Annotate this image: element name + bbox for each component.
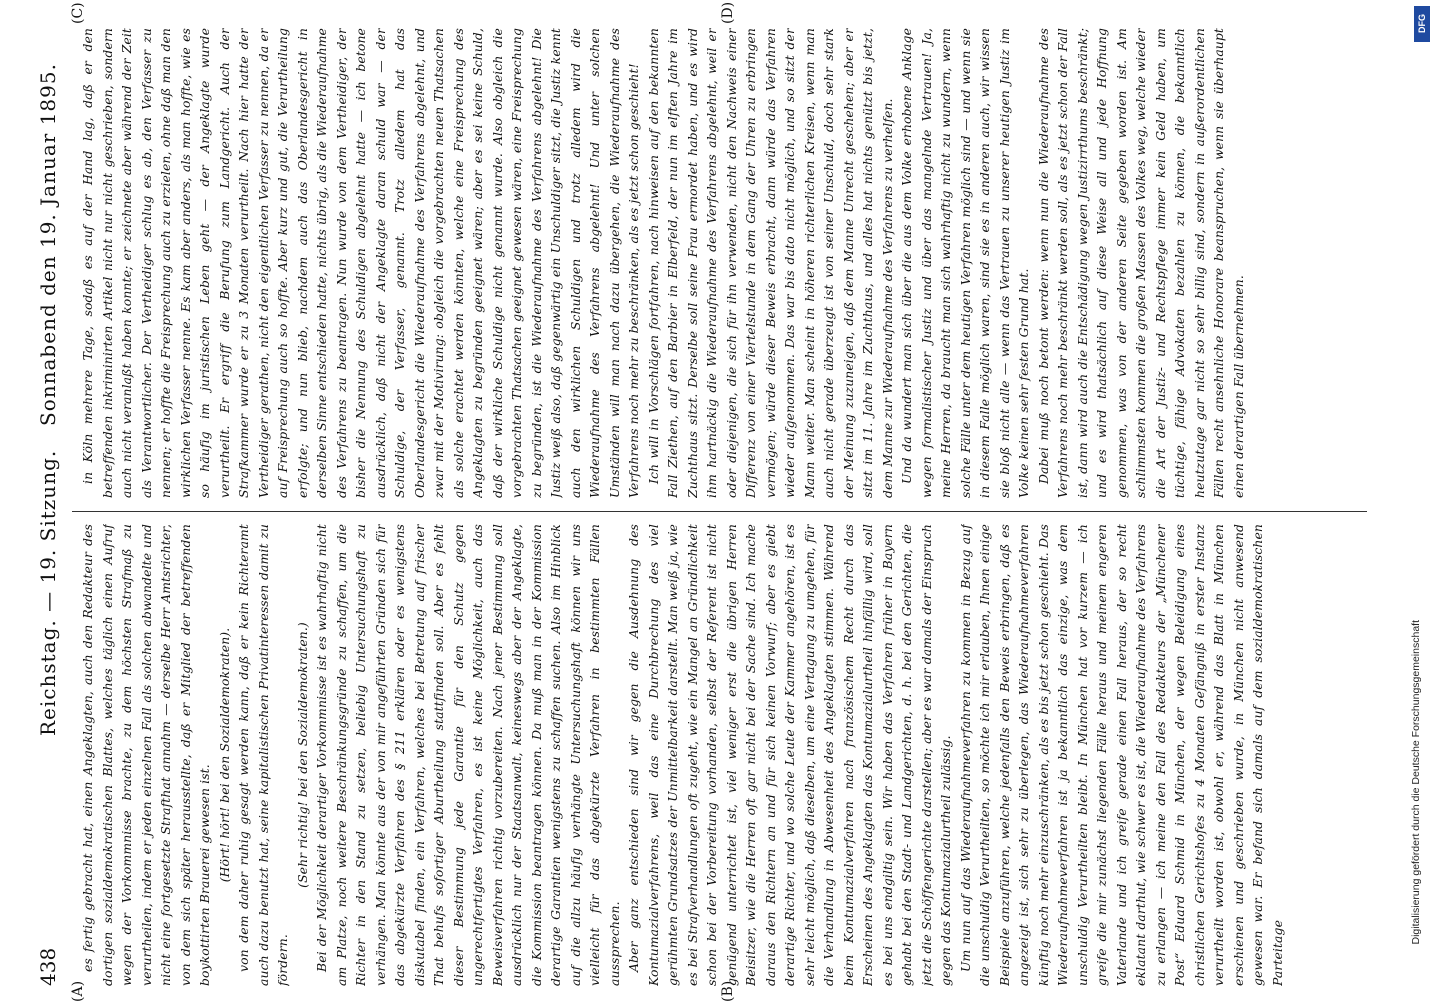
left-column	[78, 524, 1368, 986]
interjection: (Hört! hört! bei den Sozialdemokraten).	[216, 627, 232, 883]
paragraph: in Köln mehrere Tage, sodaß es auf der Hand lag, daß er den betreffenden inkriminirten Artikel nicht nur nicht geschrieben, sondern auch nicht veranlaßt haben konnte; er zeichnete aber während der Zeit als Verantwortlicher. Der Vertheidiger schlug es ab, den Verfasser zu nennen; er hoffte die Freisprechung auch zu erzielen, ohne daß man den wirklichen Verfasser nenne. Es kam aber anders, als man hoffte, wie es so häufig im juristischen Leben geht — der Angeklagte wurde verurtheilt. Er ergriff die Berufung zum Landgericht. Auch der Strafkammer wurde er zu 3 Monaten verurtheilt. Nach hier hatte der Vertheidiger gerathen, nicht den eigentlichen Verfasser zu nennen, da er auf Freisprechung auch so hoffte. Aber kurz und gut, die Verurtheilung erfolgte; und nun blieb, nachdem auch das Oberlandesgericht in derselben Sinne entschieden hatte, nichts übrig, als die Wiederaufnahme des Verfahrens zu beantragen. Nun wurde von dem Vertheidiger, der bisher die Nennung des Schuldigen abgelehnt hatte — ich betone ausdrücklich, daß nicht der Angeklagte daran schuld war — der Schuldige, der Verfasser, genannt. Trotz alledem hat das Oberlandesgericht die Wiederaufnahme des Verfahrens abgelehnt, und zwar mit der Motivirung: obgleich die vorgebrachten neuen Thatsachen als solche erachtet werden könnten, welche eine Freisprechung des Angeklagten zu begründen geeignet wären; aber es sei keine Schuld, daß der wirkliche Schuldige nicht genannt wurde. Also obgleich die vorgebrachten Thatsachen geeignet gewesen wären, eine Freisprechung zu begründen, ist die Wiederaufnahme des Verfahrens abgelehnt! Die Justiz weiß also, daß gegenwärtig ein Unschuldiger sitzt, die Justiz kennt auch den wirklichen Schuldigen und trotz alledem wird die Wiederaufnahme des Verfahrens abgelehnt! Und unter solchen Umständen will man nach dazu übergehen, die Wiederaufnahme des Verfahrens noch mehr zu beschränken, als es jetzt schon geschieht!	[80, 28, 641, 498]
header-date: Sonnabend den 19. Januar 1895.	[36, 63, 60, 426]
page-header	[36, 14, 66, 986]
interjection: (Sehr richtig! bei den Sozialdemokraten.)	[294, 622, 310, 888]
paragraph: es fertig gebracht hat, einen Angeklagten, auch den Redakteur des dortigen sozialdemokratischen Blattes, welches täglich einen Aufruf wegen der Vorkommnisse brachte, zu dem höchsten Strafmaß zu verurtheilen, indem er jeden einzelnen Fall als solchen abwandelte und nicht eine fortgesetzte Strafthat annahm — derselbe Herr Amtsrichter, von dem sich später herausstellte, daß er Mitglied der betreffenden boykottirten Brauerei gewesen ist.	[80, 524, 212, 986]
marker-c: (C)	[70, 2, 86, 24]
marker-a: (A)	[70, 980, 86, 1002]
column-divider	[72, 511, 1367, 512]
paragraph: Bei der Möglichkeit derartiger Vorkommnisse ist es wahrhaftig nicht am Platze, noch weitere Beschränkungsgründe zu schaffen, um die Richter in den Stand zu setzen, beliebig Untersuchungshaft zu verhängen. Man könnte aus der von mir angeführten Gründen sich für das abgekürzte Verfahren des § 211 erklären oder es wenigstens diskutabel finden, ein Verfahren, welches bei Betretung auf frischer That behufs sofortiger Aburtheilung stattfinden soll. Aber es fehlt dieser Bestimmung jede Garantie für den Schutz gegen ungerechtfertigtes Verfahren, es ist keine Möglichkeit, auch das Beweisverfahren richtig vorzubereiten. Nach jener Bestimmung soll ausdrücklich nur der Staatsanwalt, keineswegs aber der Angeklagte, die Kommission beantragen können. Da muß man in der Kommission derartige Garantien wenigstens zu schaffen suchen. Also im Hinblick auf die allzu häufig verhängte Untersuchungshaft können wir uns vielleicht für das abgekürzte Verfahren in bestimmten Fällen aussprechen.	[314, 524, 622, 986]
page-number: 438	[36, 947, 60, 986]
paragraph: Und da wundert man sich über die aus dem Volke erhobene Anklage wegen formalistischer Justiz und über das mangelnde Vertrauen! Ja, meine Herren, da braucht man sich wahrhaftig nicht zu wundern, wenn solche Fälle unter dem heutigen Verfahren möglich sind — und wenn sie in diesem Falle möglich waren, sind sie es in anderen auch, wir wissen sie bloß nicht alle — wenn das Vertrauen zu unserer heutigen Justiz im Volke keinen sehr festen Grund hat.	[899, 28, 1031, 498]
paragraph: von dem daher ruhig gesagt werden kann, daß er kein Richteramt auch dazu benutzt hat, seine kapitalistischen Privatinteressen damit zu fördern.	[236, 524, 290, 986]
right-column	[78, 28, 1368, 498]
marker-b: (B)	[720, 980, 736, 1002]
paragraph: Um nun auf das Wiederaufnahmeverfahren zu kommen in Bezug auf die unschuldig Verurtheilten, so möchte ich mir erlauben, Ihnen einige Beispiele anzuführen, welche jedenfalls den Beweis erbringen, daß es angezeigt ist, sich sehr zu überlegen, das Wiederaufnahmeverfahren künftig noch mehr einzuschränken, als es bis jetzt schon geschieht. Das Wiederaufnahmeverfahren ist ja bekanntlich das einzige, was dem unschuldig Verurtheilten bleibt. In München hat vor kurzem — ich greife die mir zunächst liegenden Fälle heraus und meinem engeren Vaterlande und ich greife gerade einen Fall heraus, der so recht eklatant darthut, wie schwer es ist, die Wiederaufnahme des Verfahrens zu erlangen — ich meine den Fall des Redakteurs der „Münchener Post“ Eduard Schmid in München, der wegen Beleidigung eines christlichen Gerichtshofes zu 4 Monaten Gefängniß in erster Instanz verurtheilt worden ist, obwohl er, während das Blatt in München erschienen und geschrieben wurde, in München nicht anwesend gewesen war. Er befand sich damals auf dem sozialdemokratischen Parteitage	[957, 524, 1285, 986]
digitization-note-text: Digitalisierung gefördert durch die Deutsche Forschungsgemeinschaft	[1410, 620, 1422, 945]
header-session-title: Reichstag. — 19. Sitzung.	[36, 449, 60, 736]
marker-d: (D)	[720, 1, 736, 24]
dfg-logo: DFG	[1414, 6, 1430, 42]
paragraph: Aber ganz entschieden sind wir gegen die Ausdehnung des Kontumazialverfahrens, weil das eine Durchbrechung des viel gerühmten Grundsatzes der Unmittelbarkeit darstellt. Man weiß ja, wie es bei Strafverhandlungen oft zugeht, wie ein Mangel an Gründlichkeit schon bei der Vorbereitung vorhanden, selbst der Referent ist nicht genügend unterrichtet ist, viel weniger erst die übrigen Herren Beisitzer, wie die Herren oft gar nicht bei der Sache sind. Ich mache daraus den Richtern an und für sich keinen Vorwurf; aber es giebt derartige Richter, und wo solche Leute der Kammer angehören, ist es sehr leicht möglich, daß dieselben, um eine Vertagung zu umgehen, für die Verhandlung in Abwesenheit des Angeklagten stimmen. Während beim Kontumazialverfahren nach französischem Recht durch das Erscheinen des Angeklagten das Kontumazialurtheil hinfällig wird, soll es bei uns endgiltig sein. Wir haben das Verfahren früher in Bayern gehabt bei den Stadt- und Landgerichten, d. h. bei den Gerichten, die jetzt die Schöffengerichte darstellen; aber es war damals der Einspruch gegen das Kontumazialurtheil zulässig.	[626, 524, 953, 986]
paragraph: Dabei muß noch betont werden: wenn nun die Wiederaufnahme des Verfahrens noch mehr beschränkt werden soll, als es jetzt schon der Fall ist, dann wird auch die Entschädigung wegen Justizirrthums beschränkt; und es wird thatsächlich auf diese Weise all und jede Hoffnung genommen, was von der anderen Seite gegeben worden ist. Am schlimmsten kommen die großen Massen des Volkes weg, welche wieder die Art der Justiz- und Rechtspflege immer kein Geld haben, um tüchtige, fähige Advokaten bezahlen zu können, die bekanntlich heutzutage gar nicht so sehr billig sind, sondern in außerordentlichen Fällen recht ansehnliche Honorare beanspruchen, wenn sie überhaupt einen derartigen Fall übernehmen.	[1035, 28, 1246, 498]
digitization-note	[1402, 620, 1432, 1000]
paragraph: Ich will in Vorschlägen fortfahren, nach hinweisen auf den bekannten Fall Ziethen, auf den Barbier in Elberfeld, der nun im elften Jahre im Zuchthaus sitzt. Derselbe soll seine Frau ermordet haben, und es wird ihm hartnäckig die Wiederaufnahme des Verfahrens abgelehnt, weil er oder diejenigen, die sich für ihn verwenden, nicht den Nachweis einer Differenz von einer Viertelstunde in dem Gang der Uhren zu erbringen vermögen; würde dieser Beweis erbracht, dann würde das Verfahren wieder aufgenommen. Das war bis dato nicht möglich, und so sitzt der Mann weiter. Man scheint in höheren richterlichen Kreisen, wenn man auch nicht gerade überzeugt ist von seiner Unschuld, doch sehr stark der Meinung zuzuneigen, daß dem Manne Unrecht geschehen; aber er sitzt im 11. Jahre im Zuchthaus, und alles hat nichts genützt bis jetzt, dem Manne zur Wiederaufnahme des Verfahrens zu verhelfen.	[645, 28, 895, 498]
